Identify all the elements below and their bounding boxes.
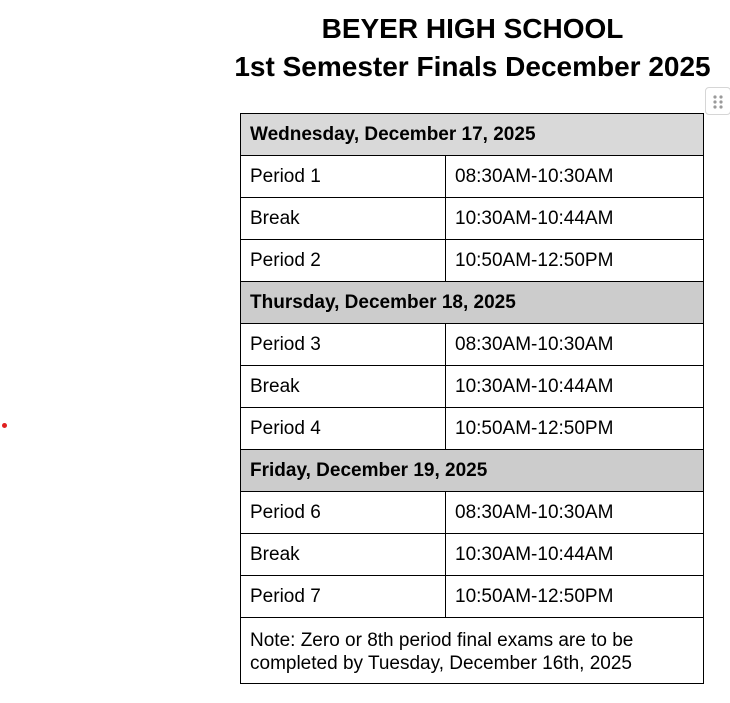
- time-cell[interactable]: 08:30AM-10:30AM: [446, 492, 704, 534]
- day-header-row: [241, 450, 704, 492]
- drag-handle-icon: [712, 94, 724, 110]
- period-cell[interactable]: Break: [241, 198, 446, 240]
- day-heading[interactable]: Friday, December 19, 2025: [241, 450, 704, 492]
- table-row: [241, 408, 704, 450]
- period-cell[interactable]: Period 3: [241, 324, 446, 366]
- period-cell[interactable]: Break: [241, 534, 446, 576]
- time-cell[interactable]: 10:30AM-10:44AM: [446, 534, 704, 576]
- table-row: [241, 534, 704, 576]
- table-drag-handle[interactable]: [705, 87, 730, 115]
- period-cell[interactable]: Period 7: [241, 576, 446, 618]
- period-cell[interactable]: Break: [241, 366, 446, 408]
- table-row: [241, 198, 704, 240]
- exam-title: 1st Semester Finals December 2025: [234, 51, 711, 82]
- time-cell[interactable]: 10:50AM-12:50PM: [446, 408, 704, 450]
- finals-schedule-table[interactable]: [240, 113, 704, 684]
- day-heading[interactable]: Thursday, December 18, 2025: [241, 282, 704, 324]
- day-header-row: [241, 114, 704, 156]
- table-row: [241, 576, 704, 618]
- time-cell[interactable]: 08:30AM-10:30AM: [446, 324, 704, 366]
- table-row: [241, 156, 704, 198]
- note-text[interactable]: Note: Zero or 8th period final exams are to be completed by Tuesday, December 16th, 2025: [241, 618, 704, 684]
- note-row: [241, 618, 704, 684]
- period-cell[interactable]: Period 4: [241, 408, 446, 450]
- time-cell[interactable]: 10:50AM-12:50PM: [446, 240, 704, 282]
- day-heading[interactable]: Wednesday, December 17, 2025: [241, 114, 704, 156]
- period-cell[interactable]: Period 6: [241, 492, 446, 534]
- time-cell[interactable]: 10:50AM-12:50PM: [446, 576, 704, 618]
- table-row: [241, 240, 704, 282]
- time-cell[interactable]: 10:30AM-10:44AM: [446, 366, 704, 408]
- cursor-marker: [2, 423, 7, 428]
- time-cell[interactable]: 10:30AM-10:44AM: [446, 198, 704, 240]
- document-title: [215, 10, 730, 86]
- day-header-row: [241, 282, 704, 324]
- period-cell[interactable]: Period 1: [241, 156, 446, 198]
- table-row: [241, 324, 704, 366]
- time-cell[interactable]: 08:30AM-10:30AM: [446, 156, 704, 198]
- table-row: [241, 492, 704, 534]
- period-cell[interactable]: Period 2: [241, 240, 446, 282]
- school-name: BEYER HIGH SCHOOL: [321, 13, 624, 44]
- table-row: [241, 366, 704, 408]
